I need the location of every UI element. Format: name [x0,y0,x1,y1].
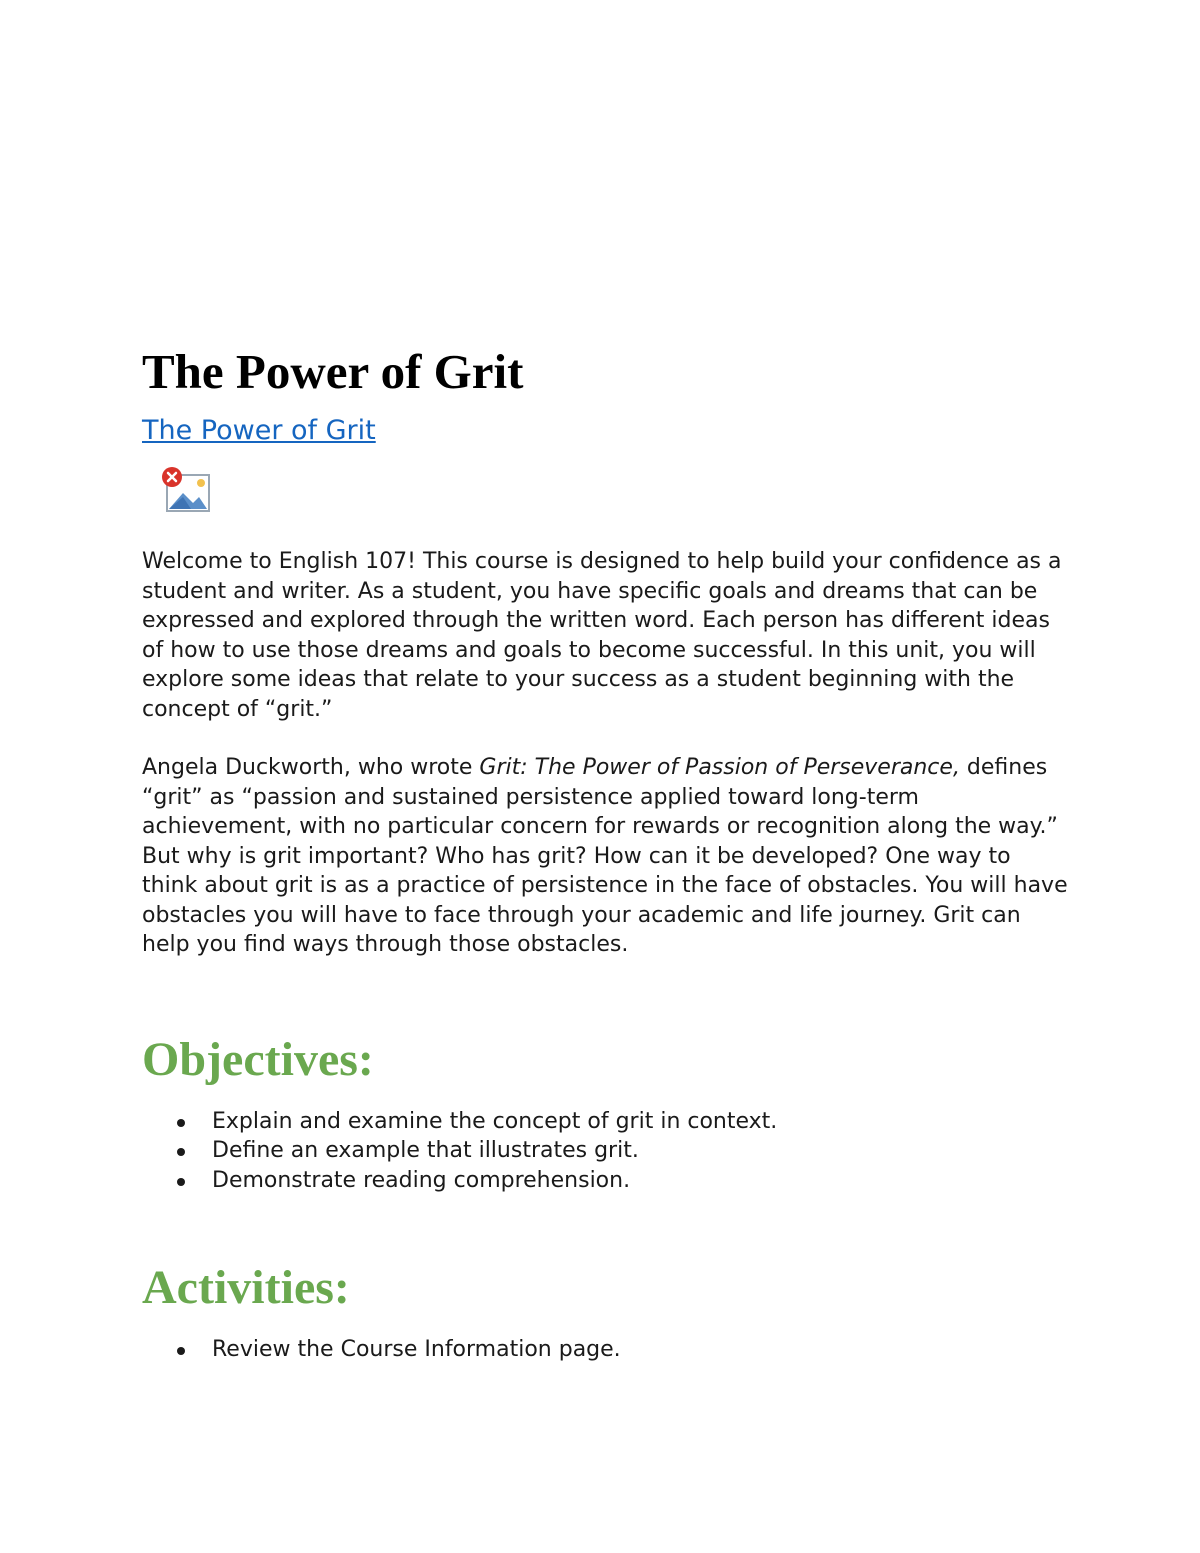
bullet-icon [177,1148,185,1156]
list-item [142,1166,1072,1196]
objective-text: Explain and examine the concept of grit in context. [212,1108,778,1134]
activity-text: Review the Course Information page. [212,1337,621,1362]
list-item [142,1107,1072,1137]
title-link[interactable]: The Power of Grit [142,415,376,446]
definition-paragraph-rest: defines “grit” as “passion and sustained persistence applied toward long-term achievement, with no particular concern for rewards or recognition along the way.” But why is grit important? Who has grit? How can it be developed? One way to think about grit is as a practice of persistence in the face of obstacles. You will have obstacles you will have to face through your academic and life journey. Grit can help you find ways through those obstacles. [142,755,1068,957]
objectives-list [142,1107,1072,1196]
document-page [142,340,1072,1365]
page-title: The Power of Grit [142,344,524,399]
bullet-icon [177,1119,185,1127]
objective-text: Define an example that illustrates grit. [212,1138,639,1163]
book-title: Grit: The Power of Passion of Perseverance, [479,755,960,780]
bullet-icon [177,1347,185,1355]
bullet-icon [177,1178,185,1186]
objective-text: Demonstrate reading comprehension. [212,1167,631,1193]
objectives-heading: Objectives: [142,1032,374,1086]
list-item [142,1335,1072,1365]
broken-image-icon [161,467,211,513]
definition-paragraph-start: Angela Duckworth, who wrote [142,755,480,780]
list-item [142,1136,1072,1166]
intro-paragraph: Welcome to English 107! This course is designed to help build your confidence as a student and writer. As a student, you have specific goals and dreams that can be expressed and explored through the written word. Each person has different ideas of how to use those dreams and goals to become successful. In this unit, you will explore some ideas that relate to your success as a student beginning with the concept of “grit.” [142,549,1062,722]
activities-list [142,1335,1072,1365]
definition-paragraph [142,753,1072,960]
activities-heading: Activities: [142,1261,350,1314]
